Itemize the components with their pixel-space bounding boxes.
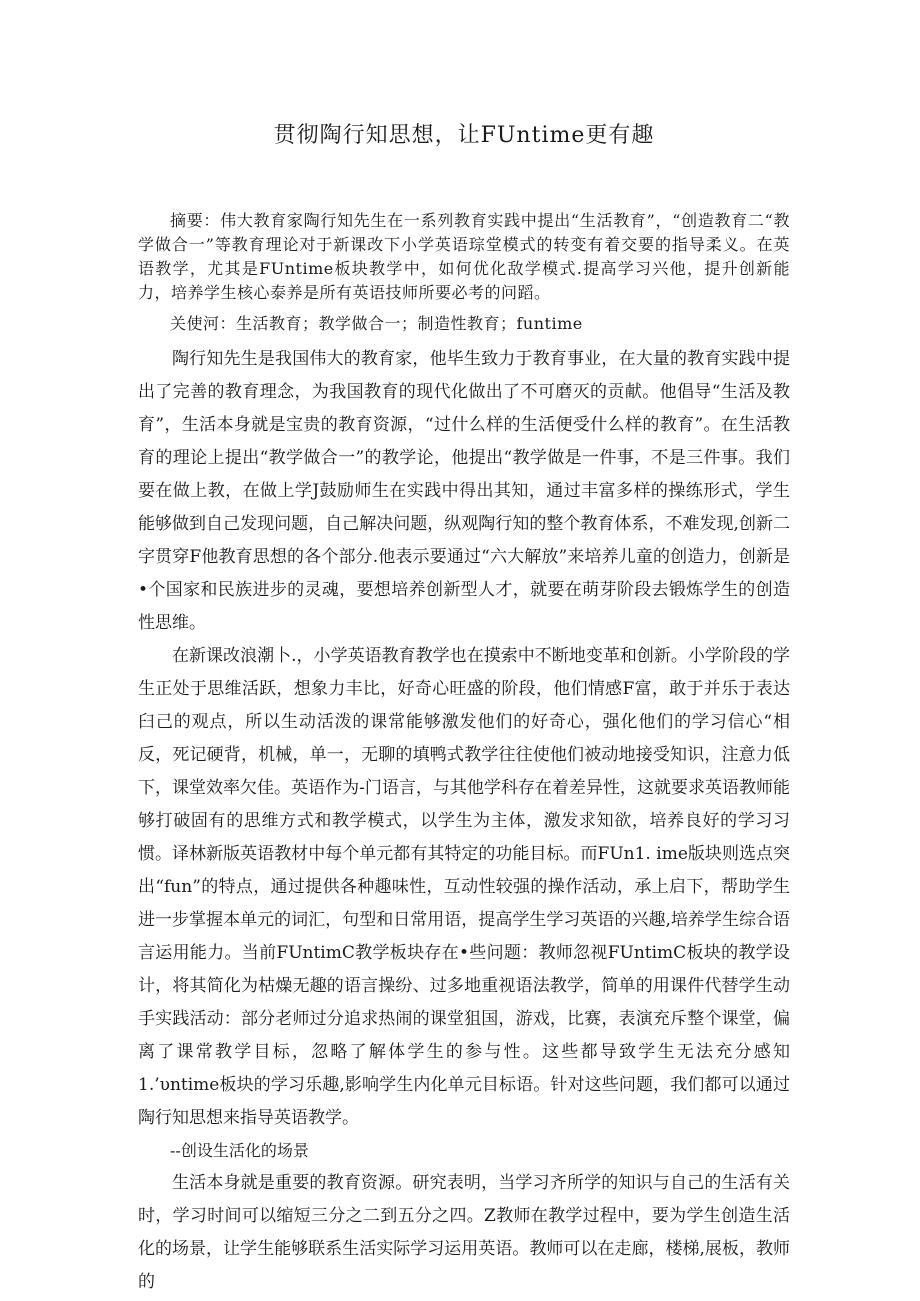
- body-paragraph-2: 在新课改浪潮卜.，小学英语教育教学也在摸索中不断地变革和创新。小学阶段的学生正处于思维活跃，想象力丰比，好奇心旺盛的阶段，他们情感F富，敢于并乐于表达臼己的观点，所以生动活泼的课常能够激发他们的好奇心，强化他们的学习信心“相反，死记硬背，机械，单一，无聊的填鸭式教学往往使他们被动地接受知识，注意力低下，课堂效率欠佳。英语作为-门语言，与其他学科存在着差异性，这就要求英语教师能够打破固有的思维方式和教学模式，以学生为主体，激发求知欲，培养良好的学习习惯。译林新版英语教材中每个单元都有其特定的功能目标。而FUn1. ime版块则选点突出“fun”的特点，通过提供各种趣味性，互动性较强的操作活动，承上启下，帮助学生进一步掌握本单元的词汇，句型和日常用语，提高学生学习英语的兴趣,培养学生综合语言运用能力。当前FUntimC教学板块存在•些问题：教师忽视FUntimC板块的教学设计，将其简化为枯燥无趣的语言操纷、过多地重视语法教学，简单的用课件代替学生动手实践活动：部分老师过分追求热闹的课堂狙国，游戏，比赛，表演充斥整个课堂，偏离了课常教学目标，忽略了解体学生的参与性。这些都导致学生无法充分感知1.’υntime板块的学习乐趣,影响学生内化单元目标语。针对这些问题，我们都可以通过陶行知思想来指导英语教学。: [138, 646, 790, 1128]
- keywords-line: 关使河：生活教育；教学做合一；制造性教育；funtime: [170, 314, 583, 333]
- section-heading: --创设生活化的场景: [170, 1141, 309, 1160]
- document-title: 贯彻陶行知思想，让FUntime更有趣: [273, 123, 655, 148]
- section-paragraph: 生活本身就是重要的教育资源。研究表明，当学习齐所学的知识与自己的生活有关时，学习时间可以缩短三分之二到五分之四。Z教师在教学过程中，要为学生创造生活化的场景，让学生能够联系生活实际学习运用英语。教师可以在走廊，楼梯,展板，教师的: [138, 1173, 790, 1292]
- body-paragraph-1: 陶行知先生是我国伟大的教育家，他毕生致力于教育事业，在大量的教育实践中提出了完善的教育理念，为我国教育的现代化做出了不可磨灭的贡献。他倡导“生活及教育”，生活本身就是宝贵的教育资源，“过什么样的生活便受什么样的教育”。在生活教育的理论上提出“教学做合一”的教学论，他提出“教学做是一件事，不是三件事。我们要在做上教，在做上学J鼓励师生在实践中得出其知，通过丰富多样的操练形式，学生能够做到自己发现问题，自己解决问题，纵观陶行知的整个教育体系，不难发现,创新二字贯穿F他教育思想的各个部分.他表示要通过“六大解放”来培养儿童的创造力，创新是•个国家和民族进步的灵魂，要想培养创新型人才，就要在萌芽阶段去锻炼学生的创造性思维。: [138, 349, 790, 633]
- abstract-paragraph: 摘要：伟大教育家陶行知先生在一系列教育实践中提出“生活教育”，“创造教育二“教学做合一”等教育理论对于新课改下小学英语琮堂模式的转变有着交要的指导柔义。在英语教学，尤其是FUntime板块教学中，如何优化敌学模式.提高学习兴他，提升创新能力，培养学生核心泰养是所有英语技师所要必考的问蹈。: [138, 211, 790, 302]
